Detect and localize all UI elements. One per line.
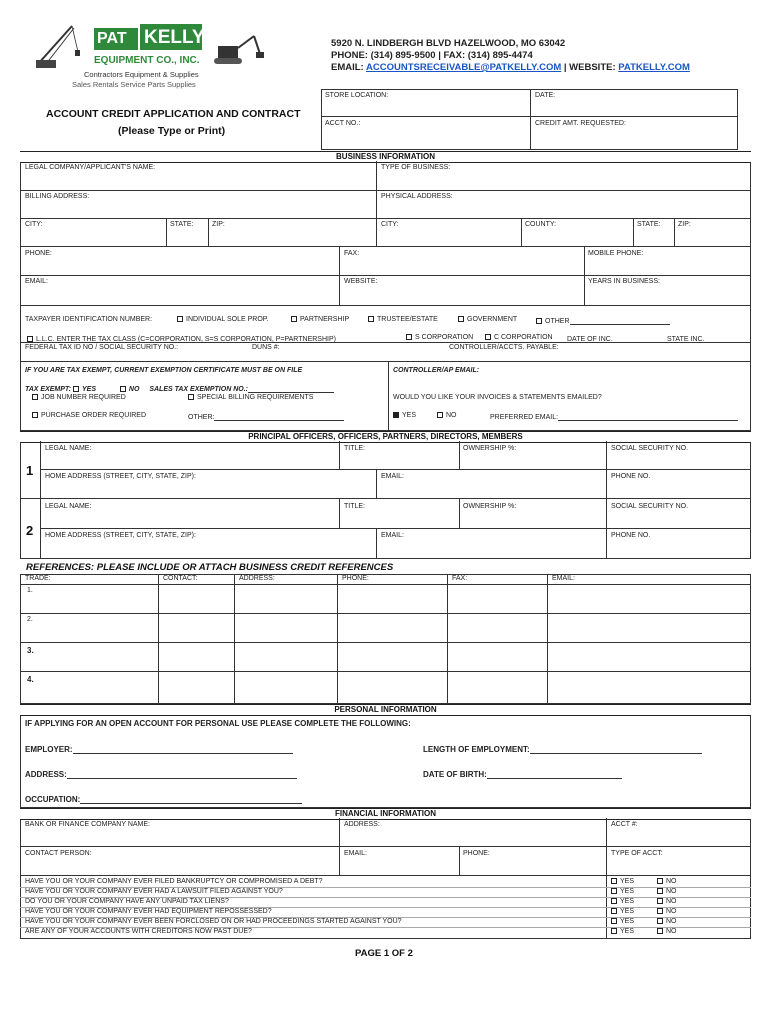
tax-exempt-note: IF YOU ARE TAX EXEMPT, CURRENT EXEMPTION CERTIFICATE MUST BE ON FILE	[25, 367, 303, 374]
billing-city-field[interactable]: CITY:	[25, 221, 43, 228]
logo-text-pat: PAT	[97, 30, 127, 47]
logo-text-kelly: KELLY	[144, 27, 205, 48]
checkbox-icon[interactable]	[657, 878, 663, 884]
job-number-label: JOB NUMBER REQUIRED	[41, 394, 126, 401]
ref-row-2[interactable]: 2.	[27, 616, 33, 623]
bank-acct-type-field[interactable]: TYPE OF ACCT:	[611, 850, 663, 857]
checkbox-icon[interactable]	[657, 918, 663, 924]
email-field[interactable]: EMAIL:	[25, 278, 48, 285]
invoices-no-option[interactable]	[437, 412, 457, 419]
question-no-option[interactable]	[657, 888, 677, 895]
physical-city-field[interactable]: CITY:	[381, 221, 399, 228]
bank-email-field[interactable]: EMAIL:	[344, 850, 367, 857]
website-link[interactable]: PATKELLY.COM	[618, 62, 690, 73]
ref-col-phone: PHONE:	[342, 575, 369, 582]
p1-ownership-field[interactable]: OWNERSHIP %:	[463, 445, 517, 452]
p1-phone-field[interactable]: PHONE NO.	[611, 473, 651, 480]
checkbox-icon[interactable]	[611, 888, 617, 894]
billing-address-field[interactable]: BILLING ADDRESS:	[25, 193, 90, 200]
checked-checkbox-icon[interactable]	[393, 412, 399, 418]
question-yes-option[interactable]	[611, 918, 634, 925]
invoices-yes-option[interactable]	[393, 412, 416, 419]
checkbox-icon[interactable]	[657, 888, 663, 894]
tax-exempt-yes-checkbox[interactable]	[73, 386, 79, 392]
billing-zip-field[interactable]: ZIP:	[212, 221, 225, 228]
question-no-option[interactable]	[657, 898, 677, 905]
other-label: OTHER	[545, 318, 570, 325]
exemption-no-label: SALES TAX EXEMPTION NO.:	[149, 386, 248, 393]
page-number: PAGE 1 OF 2	[355, 948, 413, 959]
checkbox-icon[interactable]	[657, 898, 663, 904]
partnership-label: PARTNERSHIP	[300, 316, 350, 323]
ref-col-fax: FAX:	[452, 575, 468, 582]
financial-question: HAVE YOU OR YOUR COMPANY EVER BEEN FORCLOSED ON OR HAD PROCEEDINGS STARTED AGAINST YOU?	[25, 918, 402, 925]
p1-legal-name-field[interactable]: LEGAL NAME:	[45, 445, 92, 452]
references-table	[20, 574, 751, 704]
partnership-option[interactable]	[291, 316, 349, 323]
question-no-label: NO	[666, 878, 677, 885]
personal-note: IF APPLYING FOR AN OPEN ACCOUNT FOR PERSONAL USE PLEASE COMPLETE THE FOLLOWING:	[25, 719, 411, 728]
checkbox-icon[interactable]	[458, 316, 464, 322]
invoices-no-label: NO	[446, 412, 457, 419]
occupation-field[interactable]	[25, 795, 302, 804]
c-corp-label: C CORPORATION	[494, 334, 553, 341]
checkbox-icon[interactable]	[657, 908, 663, 914]
employer-label: EMPLOYER:	[25, 745, 73, 754]
controller-email-field[interactable]: CONTROLLER/AP EMAIL:	[393, 367, 480, 374]
government-label: GOVERNMENT	[467, 316, 518, 323]
type-of-business-field[interactable]: TYPE OF BUSINESS:	[381, 164, 451, 171]
other-option[interactable]	[536, 316, 670, 325]
question-no-label: NO	[666, 888, 677, 895]
question-yes-label: YES	[620, 928, 635, 935]
preferred-email-field[interactable]	[490, 412, 738, 421]
c-corp-option[interactable]	[485, 334, 553, 341]
p1-email-field[interactable]: EMAIL:	[381, 473, 404, 480]
tin-label: TAXPAYER IDENTIFICATION NUMBER:	[25, 316, 153, 323]
question-yes-label: YES	[620, 918, 635, 925]
date-of-inc-label: DATE OF INC.	[567, 336, 613, 343]
question-no-label: NO	[666, 898, 677, 905]
controller-field[interactable]: CONTROLLER/ACCTS. PAYABLE:	[449, 344, 559, 351]
employer-field[interactable]	[25, 745, 293, 754]
checkbox-icon[interactable]	[611, 878, 617, 884]
tax-exempt-yes-label: YES	[81, 386, 96, 393]
question-no-option[interactable]	[657, 908, 677, 915]
p1-title-field[interactable]: TITLE:	[344, 445, 366, 452]
logo-tagline-2: Sales Rentals Service Parts Supplies	[72, 80, 196, 89]
fax-field[interactable]: FAX:	[344, 250, 360, 257]
question-yes-label: YES	[620, 878, 635, 885]
checkbox-icon[interactable]	[657, 928, 663, 934]
physical-zip-field[interactable]: ZIP:	[678, 221, 691, 228]
question-no-label: NO	[666, 928, 677, 935]
physical-state-field[interactable]: STATE:	[637, 221, 661, 228]
logo-tagline-1: Contractors Equipment & Supplies	[84, 70, 199, 79]
tax-exempt-no-checkbox[interactable]	[120, 386, 126, 392]
references-header: REFERENCES: PLEASE INCLUDE OR ATTACH BUSINESS CREDIT REFERENCES	[26, 562, 394, 573]
length-employment-field[interactable]	[423, 745, 702, 754]
company-phone-fax: PHONE: (314) 895-9500 | FAX: (314) 895-4474	[331, 50, 533, 61]
other-billing-field[interactable]	[188, 412, 344, 421]
invoices-yes-label: YES	[402, 412, 417, 419]
tax-exempt-label: TAX EXEMPT:	[25, 386, 72, 393]
p1-ssn-field[interactable]: SOCIAL SECURITY NO.	[611, 445, 689, 452]
state-inc-label: STATE INC.	[667, 336, 705, 343]
email-prefix: EMAIL:	[331, 62, 367, 73]
p2-phone-field[interactable]: PHONE NO.	[611, 532, 651, 539]
bank-phone-field[interactable]: PHONE:	[463, 850, 490, 857]
invoices-emailed-question: WOULD YOU LIKE YOUR INVOICES & STATEMENTS EMAILED?	[393, 394, 602, 401]
s-corp-label: S CORPORATION	[415, 334, 474, 341]
bank-contact-field[interactable]: CONTACT PERSON:	[25, 850, 92, 857]
preferred-email-label: PREFERRED EMAIL:	[490, 414, 559, 421]
checkbox-icon[interactable]	[536, 318, 542, 324]
company-logo	[28, 22, 268, 92]
financial-header: FINANCIAL INFORMATION	[20, 808, 751, 820]
acct-no-field[interactable]: ACCT NO.:	[325, 120, 361, 127]
checkbox-icon[interactable]	[611, 918, 617, 924]
store-location-field[interactable]: STORE LOCATION:	[325, 92, 389, 99]
checkbox-icon[interactable]	[32, 394, 38, 400]
duns-field[interactable]: DUNS #:	[252, 344, 280, 351]
trustee-label: TRUSTEE/ESTATE	[377, 316, 438, 323]
tax-exempt-no-label: NO	[128, 386, 140, 393]
checkbox-icon[interactable]	[32, 412, 38, 418]
ref-row-1[interactable]: 1.	[27, 587, 33, 594]
checkbox-icon[interactable]	[437, 412, 443, 418]
government-option[interactable]	[458, 316, 517, 323]
llc-label: L.L.C. ENTER THE TAX CLASS (C=CORPORATION, S=S CORPORATION, P=PARTNERSHIP)	[36, 336, 336, 343]
po-required-label: PURCHASE ORDER REQUIRED	[41, 412, 147, 419]
personal-address-label: ADDRESS:	[25, 770, 67, 779]
mobile-phone-field[interactable]: MOBILE PHONE:	[588, 250, 644, 257]
p2-email-field[interactable]: EMAIL:	[381, 532, 404, 539]
question-yes-option[interactable]	[611, 878, 634, 885]
checkbox-icon[interactable]	[368, 316, 374, 322]
credit-amt-field[interactable]: CREDIT AMT. REQUESTED:	[535, 120, 626, 127]
checkbox-icon[interactable]	[485, 334, 491, 340]
financial-question: ARE ANY OF YOUR ACCOUNTS WITH CREDITORS NOW PAST DUE?	[25, 928, 252, 935]
personal-header: PERSONAL INFORMATION	[20, 704, 751, 716]
checkbox-icon[interactable]	[188, 394, 194, 400]
question-yes-option[interactable]	[611, 908, 634, 915]
ref-col-address: ADDRESS:	[239, 575, 275, 582]
question-no-label: NO	[666, 908, 677, 915]
form-title: ACCOUNT CREDIT APPLICATION AND CONTRACT	[46, 108, 301, 120]
ref-col-email: EMAIL:	[552, 575, 575, 582]
email-link[interactable]: ACCOUNTSRECEIVABLE@PATKELLY.COM	[366, 62, 562, 73]
ref-col-trade: TRADE:	[25, 575, 51, 582]
ref-row-4[interactable]: 4.	[27, 675, 34, 684]
other-billing-label: OTHER:	[188, 414, 215, 421]
financial-question: HAVE YOU OR YOUR COMPANY EVER FILED BANKRUPTCY OR COMPROMISED A DEBT?	[25, 878, 323, 885]
principal-number-2: 2	[26, 523, 34, 538]
p2-home-address-field[interactable]: HOME ADDRESS (STREET, CITY, STATE, ZIP):	[45, 532, 196, 539]
date-field[interactable]: DATE:	[535, 92, 556, 99]
ref-col-contact: CONTACT:	[163, 575, 198, 582]
question-yes-label: YES	[620, 888, 635, 895]
question-yes-label: YES	[620, 898, 635, 905]
po-required-option[interactable]	[32, 412, 146, 419]
question-yes-option[interactable]	[611, 888, 634, 895]
question-yes-option[interactable]	[611, 928, 634, 935]
question-yes-label: YES	[620, 908, 635, 915]
website-prefix: | WEBSITE:	[561, 62, 619, 73]
checkbox-icon[interactable]	[177, 316, 183, 322]
bank-address-field[interactable]: ADDRESS:	[344, 821, 380, 828]
sole-prop-label: INDIVIDUAL SOLE PROP.	[186, 316, 269, 323]
trustee-option[interactable]	[368, 316, 438, 323]
company-address: 5920 N. LINDBERGH BLVD HAZELWOOD, MO 63042	[331, 38, 566, 49]
ref-row-3[interactable]: 3.	[27, 646, 34, 655]
checkbox-icon[interactable]	[611, 908, 617, 914]
question-yes-option[interactable]	[611, 898, 634, 905]
occupation-label: OCCUPATION:	[25, 795, 81, 804]
p2-ownership-field[interactable]: OWNERSHIP %:	[463, 503, 517, 510]
financial-question: HAVE YOU OR YOUR COMPANY EVER HAD EQUIPMENT REPOSSESSED?	[25, 908, 272, 915]
years-in-business-field[interactable]: YEARS IN BUSINESS:	[588, 278, 660, 285]
legal-company-name-field[interactable]: LEGAL COMPANY/APPLICANT'S NAME:	[25, 164, 156, 171]
sole-prop-option[interactable]	[177, 316, 268, 323]
principals-header: PRINCIPAL OFFICERS, OFFICERS, PARTNERS, DIRECTORS, MEMBERS	[20, 431, 751, 443]
s-corp-option[interactable]	[406, 334, 473, 341]
bank-acct-field[interactable]: ACCT #:	[611, 821, 638, 828]
personal-address-field[interactable]	[25, 770, 297, 779]
county-field[interactable]: COUNTY:	[525, 221, 557, 228]
tax-exempt-row	[25, 384, 334, 393]
p2-title-field[interactable]: TITLE:	[344, 503, 366, 510]
form-subtitle: (Please Type or Print)	[118, 125, 226, 137]
special-billing-label: SPECIAL BILLING REQUIREMENTS	[197, 394, 314, 401]
financial-question: HAVE YOU OR YOUR COMPANY EVER HAD A LAWSUIT FILED AGAINST YOU?	[25, 888, 283, 895]
p2-ssn-field[interactable]: SOCIAL SECURITY NO.	[611, 503, 689, 510]
question-no-label: NO	[666, 918, 677, 925]
principal-number-1: 1	[26, 463, 34, 478]
special-billing-option[interactable]	[188, 394, 313, 401]
question-no-option[interactable]	[657, 918, 677, 925]
checkbox-icon[interactable]	[611, 928, 617, 934]
physical-address-field[interactable]: PHYSICAL ADDRESS:	[381, 193, 453, 200]
business-header: BUSINESS INFORMATION	[20, 151, 751, 163]
p2-legal-name-field[interactable]: LEGAL NAME:	[45, 503, 92, 510]
billing-state-field[interactable]: STATE:	[170, 221, 194, 228]
p1-home-address-field[interactable]: HOME ADDRESS (STREET, CITY, STATE, ZIP):	[45, 473, 196, 480]
website-field[interactable]: WEBSITE:	[344, 278, 378, 285]
financial-question: DO YOU OR YOUR COMPANY HAVE ANY UNPAID TAX LIENS?	[25, 898, 229, 905]
bank-name-field[interactable]: BANK OR FINANCE COMPANY NAME:	[25, 821, 150, 828]
dob-field[interactable]	[423, 770, 622, 779]
logo-subtitle: EQUIPMENT CO., INC.	[94, 55, 200, 66]
question-no-option[interactable]	[657, 928, 677, 935]
checkbox-icon[interactable]	[291, 316, 297, 322]
federal-tax-id-field[interactable]: FEDERAL TAX ID NO / SOCIAL SECURITY NO.:	[25, 344, 179, 351]
checkbox-icon[interactable]	[406, 334, 412, 340]
company-contact-line	[331, 62, 690, 73]
dob-label: DATE OF BIRTH:	[423, 770, 487, 779]
job-number-option[interactable]	[32, 394, 126, 401]
checkbox-icon[interactable]	[611, 898, 617, 904]
length-employment-label: LENGTH OF EMPLOYMENT:	[423, 745, 530, 754]
phone-field[interactable]: PHONE:	[25, 250, 52, 257]
question-no-option[interactable]	[657, 878, 677, 885]
